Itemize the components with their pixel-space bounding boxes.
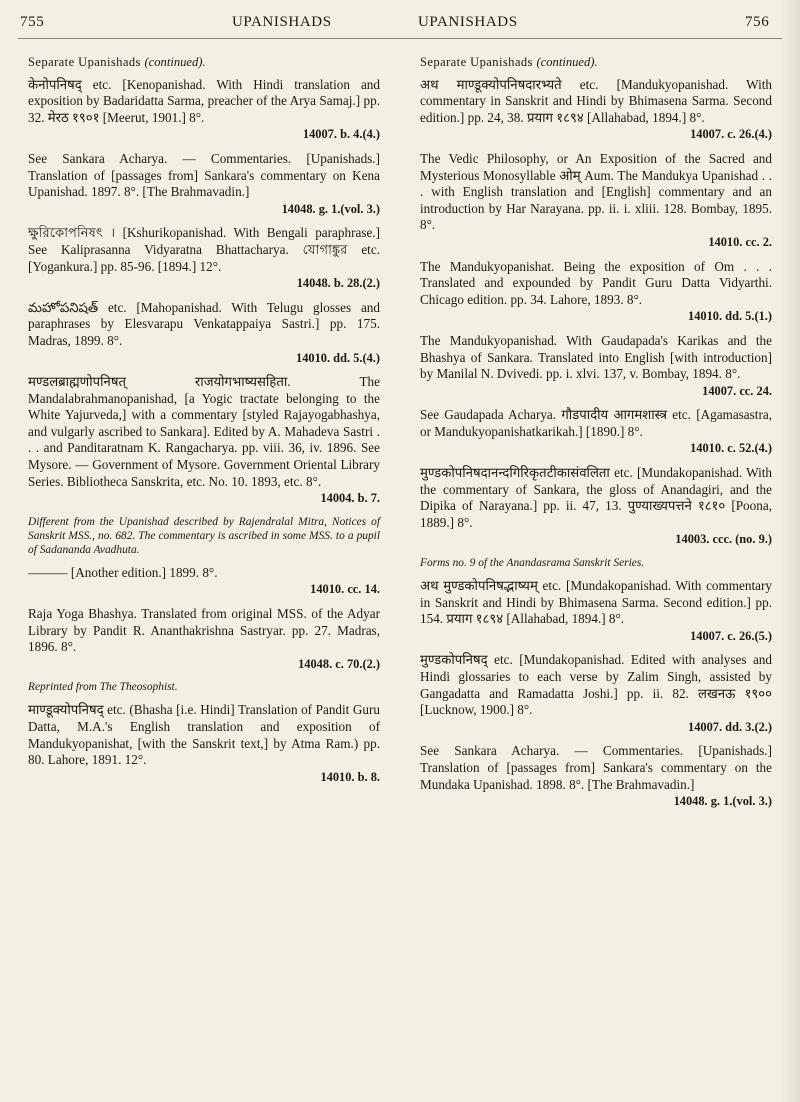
catalogue-entry bbox=[420, 743, 772, 809]
catalogue-entry bbox=[28, 565, 380, 598]
shelfmark: 14007. c. 26.(5.) bbox=[690, 628, 772, 643]
left-column bbox=[28, 54, 380, 793]
catalogue-entry bbox=[420, 259, 772, 325]
heading-continued: (continued). bbox=[144, 55, 206, 69]
catalogue-entry bbox=[28, 606, 380, 672]
entry-text: Raja Yoga Bhashya. Translated from original MSS. of the Adyar Library by Pandit R. Ananthakrishna Sastryar. pp. 27. Madras, 1896. 8°. bbox=[28, 606, 380, 655]
shelfmark: 14010. b. 8. bbox=[320, 769, 380, 784]
shelfmark: 14007. b. 4.(4.) bbox=[302, 127, 380, 142]
entry-text: See Sankara Acharya. — Commentaries. [Upanishads.] Translation of [passages from] Sankara's commentary on Kena Upanishad. 1897. 8°. [The Brahmavadin.] bbox=[28, 150, 380, 200]
catalogue-entry bbox=[28, 77, 380, 143]
entry-text: केनोपनिषद् etc. [Kenopanishad. With Hindi translation and exposition by Badaridatta Sarma, preacher of the Arya Samaj.] pp. 32. मेरठ १९०१ [Meerut, 1901.] 8°. bbox=[28, 76, 380, 125]
catalogue-entry bbox=[420, 407, 772, 457]
column-heading bbox=[420, 54, 772, 71]
shelfmark: 14048. c. 70.(2.) bbox=[298, 656, 380, 671]
catalogue-entry bbox=[28, 680, 380, 694]
entry-text: मण्डलब्राह्मणोपनिषत् राजयोगभाष्यसहिता. The Mandalabrahmanopanishad, [a Yogic tractate belonging to the White Yajurveda,] with a commentary [styled Rajayogabhashya, and vulgarly ascribed to Sankara]. Edited by A. Mahadeva Sastri . . . and Panditaratnam K. Rangacharya. pp. viii. 36, iv. 1896. See Mysore. — Government of Mysore. Government Oriental Library Series. Bibliotheca Sanskrita, etc. No. 10. 1893, etc. 8°. bbox=[28, 374, 380, 489]
shelfmark: 14007. dd. 3.(2.) bbox=[688, 719, 772, 734]
catalogue-entry bbox=[420, 333, 772, 399]
running-title-left: UPANISHADS bbox=[232, 14, 332, 30]
entry-text: The Vedic Philosophy, or An Exposition of the Sacred and Mysterious Monosyllable ओम् Aum. The Mandukya Upanishad . . . with English translation and [English] commentary and an introduction by Har Narayana. pp. ii. i. xliii. 128. Bombay, 1895. 8°. bbox=[420, 150, 772, 233]
shelfmark: 14010. cc. 14. bbox=[310, 582, 380, 597]
header-rule bbox=[18, 38, 782, 39]
entry-text: माण्डूक्योपनिषद् etc. (Bhasha [i.e. Hindi] Translation of Pandit Guru Datta, M.A.'s English translation and exposition of Mandukyopanishat, [with the Sanskrit text,] by Atma Ram.) pp. 80. Lahore, 1891. 12°. bbox=[28, 702, 380, 768]
shelfmark: 14010. dd. 5.(4.) bbox=[296, 350, 380, 365]
entry-text: अथ मुण्डकोपनिषद्भाष्यम् etc. [Mundakopanishad. With commentary in Sanskrit and Hindi by Bhimasena Sarma. Second edition.] pp. 154. प्रयाग १८९४ [Allahabad, 1894.] 8°. bbox=[420, 578, 772, 627]
catalogue-entry bbox=[28, 702, 380, 785]
right-column bbox=[420, 54, 772, 818]
entry-text: See Gaudapada Acharya. गौडपादीय आगमशास्त्र etc. [Agamasastra, or Mandukyopanishatkarikah.] [1890.] 8°. bbox=[420, 407, 772, 439]
heading-continued: (continued). bbox=[536, 55, 598, 69]
entry-note: Reprinted from The Theosophist. bbox=[28, 681, 178, 694]
page-number-right: 756 bbox=[745, 14, 770, 30]
page-edge-shadow bbox=[780, 0, 800, 1102]
catalogue-entry bbox=[28, 300, 380, 366]
catalogue-entry bbox=[420, 556, 772, 570]
catalogue-entry bbox=[420, 77, 772, 143]
entry-text: మహోపనిషత్ etc. [Mahopanishad. With Telugu glosses and paraphrases by Elesvarapu Venkatappaiya Sastri.] pp. 175. Madras, 1899. 8°. bbox=[28, 299, 380, 348]
entry-text: ——— [Another edition.] 1899. 8°. bbox=[28, 564, 218, 580]
catalogue-entry bbox=[28, 515, 380, 557]
shelfmark: 14010. dd. 5.(1.) bbox=[688, 309, 772, 324]
running-title-right: UPANISHADS bbox=[418, 14, 518, 30]
heading-text: Separate Upanishads bbox=[420, 55, 533, 69]
shelfmark: 14048. g. 1.(vol. 3.) bbox=[281, 201, 380, 216]
catalogue-entry bbox=[420, 151, 772, 251]
shelfmark: 14004. b. 7. bbox=[320, 491, 380, 506]
entry-text: मुण्डकोपनिषद् etc. [Mundakopanishad. Edited with analyses and Hindi glossaries to each verse by Zalim Singh, assisted by Gangadatta and Ramadatta Joshi.] pp. ii. 82. लखनऊ १९०० [Lucknow, 1900.] 8°. bbox=[420, 652, 772, 718]
catalogue-entry bbox=[28, 151, 380, 217]
catalogue-entry bbox=[420, 578, 772, 644]
page-number-left: 755 bbox=[20, 14, 45, 30]
entry-text: ক্ষুরিকোপনিষৎ । [Kshurikopanishad. With Bengali paraphrase.] See Kaliprasanna Vidyaratna Bhattacharya. যোগাঙ্কুর etc. [Yogankura.] pp. 85-96. [1894.] 12°. bbox=[28, 225, 380, 274]
entry-text: See Sankara Acharya. — Commentaries. [Upanishads.] Translation of [passages from] Sankara's commentary on the Mundaka Upanishad. 1898. 8°. [The Brahmavadin.] bbox=[420, 743, 772, 792]
entry-note: Forms no. 9 of the Anandasrama Sanskrit Series. bbox=[420, 557, 645, 570]
catalogue-entry bbox=[28, 374, 380, 507]
catalogue-entry bbox=[28, 225, 380, 291]
shelfmark: 14007. cc. 24. bbox=[702, 383, 772, 398]
entry-text: अथ माण्डूक्योपनिषदारभ्यते etc. [Mandukyopanishad. With commentary in Sanskrit and Hindi by Bhimasena Sarma. Second edition.] pp. 24, 38. प्रयाग १८९४ [Allahabad, 1894.] 8°. bbox=[420, 76, 772, 125]
running-header bbox=[0, 14, 800, 36]
heading-text: Separate Upanishads bbox=[28, 55, 141, 69]
shelfmark: 14048. g. 1.(vol. 3.) bbox=[673, 794, 772, 809]
entry-text: The Mandukyopanishat. Being the exposition of Om . . . Translated and expounded by Pandit Guru Datta Vidyarthi. Chicago edition. pp. 34. Lahore, 1893. 8°. bbox=[420, 258, 772, 307]
shelfmark: 14007. c. 26.(4.) bbox=[690, 127, 772, 142]
entry-text: मुण्डकोपनिषदानन्दगिरिकृतटीकासंवलिता etc. [Mundakopanishad. With the commentary of Sankara, the gloss of Anandagiri, and the Dipika of Narayana.] pp. ii. 47, 13. पुण्याख्यपत्तने १८१० [Poona, 1889.] 8°. bbox=[420, 465, 772, 530]
column-heading bbox=[28, 54, 380, 71]
shelfmark: 14010. c. 52.(4.) bbox=[690, 441, 772, 456]
catalogue-entry bbox=[420, 465, 772, 548]
shelfmark: 14048. b. 28.(2.) bbox=[296, 276, 380, 291]
shelfmark: 14003. ccc. (no. 9.) bbox=[675, 532, 772, 547]
shelfmark: 14010. cc. 2. bbox=[708, 234, 772, 249]
entry-note: Different from the Upanishad described by Rajendralal Mitra, Notices of Sanskrit MSS., no. 682. The commentary is ascribed in some MSS. to a pupil of Sadananda Avadhuta. bbox=[28, 515, 380, 556]
catalogue-entry bbox=[420, 652, 772, 735]
entry-text: The Mandukyopanishad. With Gaudapada's Karikas and the Bhashya of Sankara. Translated into English [with introduction] by Manilal N. Dvivedi. pp. i. xlvi. 137, v. Bombay, 1894. 8°. bbox=[420, 332, 772, 382]
